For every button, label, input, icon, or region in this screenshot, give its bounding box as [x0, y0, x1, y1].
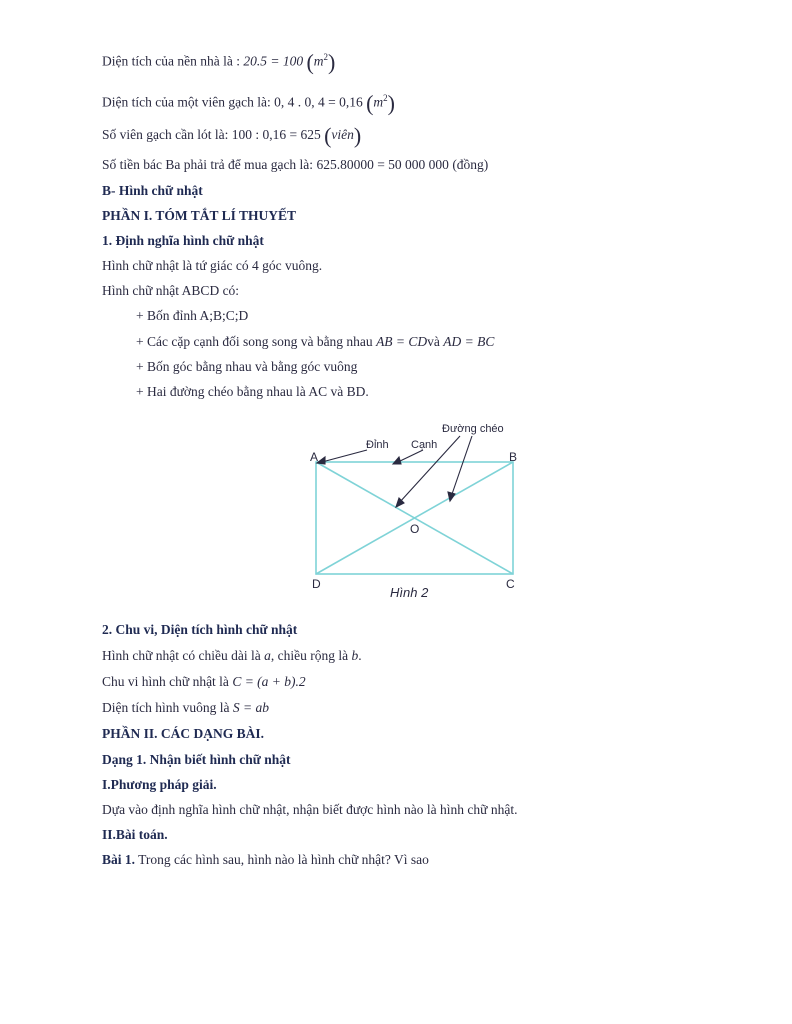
method-heading: I.Phương pháp giải.	[102, 777, 217, 792]
figure-caption: Hình 2	[390, 585, 429, 600]
arrow-diagonal-2-head	[448, 492, 455, 501]
section-b-heading: B- Hình chữ nhật	[102, 183, 203, 198]
part2-heading: PHẦN II. CÁC DẠNG BÀI.	[102, 726, 265, 741]
label-o: O	[410, 522, 420, 536]
bullet-angles: + Bốn góc bằng nhau và bằng góc vuông	[136, 359, 358, 374]
exercise-1: Bài 1. Trong các hình sau, hình nào là hình chữ nhật? Vì sao	[102, 852, 429, 867]
bullet-diagonals: + Hai đường chéo bằng nhau là AC và BD.	[136, 384, 369, 399]
label-diagonal: Đường chéo	[442, 423, 504, 435]
line-tile-count: Số viên gạch cần lót là: 100 : 0,16 = 625 (viên)	[102, 123, 362, 148]
line-area-tile: Diện tích của một viên gạch là: 0, 4 . 0, 4 = 0,16 $(m^2)$	[102, 90, 395, 116]
bullet-sides: + Các cặp cạnh đối song song và bằng nhau AB = CDvà AD = BC	[136, 334, 495, 349]
definition-heading: 1. Định nghĩa hình chữ nhật	[102, 233, 264, 248]
arrow-vertex	[322, 450, 367, 462]
perimeter-area-heading: 2. Chu vi, Diện tích hình chữ nhật	[102, 622, 298, 637]
type1-heading: Dạng 1. Nhận biết hình chữ nhật	[102, 752, 291, 767]
part1-heading: PHẦN I. TÓM TẮT LÍ THUYẾT	[102, 208, 297, 223]
label-vertex: Đỉnh	[366, 439, 389, 451]
method-text: Dựa vào định nghĩa hình chữ nhật, nhận biết được hình nào là hình chữ nhật.	[102, 802, 518, 817]
label-side: Cạnh	[411, 439, 438, 451]
arrow-side-head	[393, 457, 401, 464]
label-c: C	[506, 577, 515, 591]
definition-text: Hình chữ nhật là tứ giác có 4 góc vuông.	[102, 258, 323, 273]
perimeter-formula: Chu vi hình chữ nhật là C = (a + b).2	[102, 674, 306, 689]
bullet-vertices: + Bốn đỉnh A;B;C;D	[136, 308, 249, 323]
line-area-floor: Diện tích của nền nhà là : 20.5 = 100 $(m^2)$	[102, 49, 336, 75]
label-b: B	[509, 450, 518, 464]
label-a: A	[310, 450, 319, 464]
rectangle-figure	[300, 416, 540, 606]
arrow-vertex-head	[317, 457, 325, 464]
area-formula: Diện tích hình vuông là S = ab	[102, 700, 269, 715]
dimensions-line: Hình chữ nhật có chiều dài là a, chiều rộng là b.	[102, 648, 362, 663]
arrow-side	[398, 450, 423, 462]
label-d: D	[312, 577, 321, 591]
problems-heading: II.Bài toán.	[102, 827, 168, 842]
line-total-cost: Số tiền bác Ba phải trả để mua gạch là: 625.80000 = 50 000 000 (đồng)	[102, 157, 489, 172]
abcd-intro: Hình chữ nhật ABCD có:	[102, 283, 240, 298]
